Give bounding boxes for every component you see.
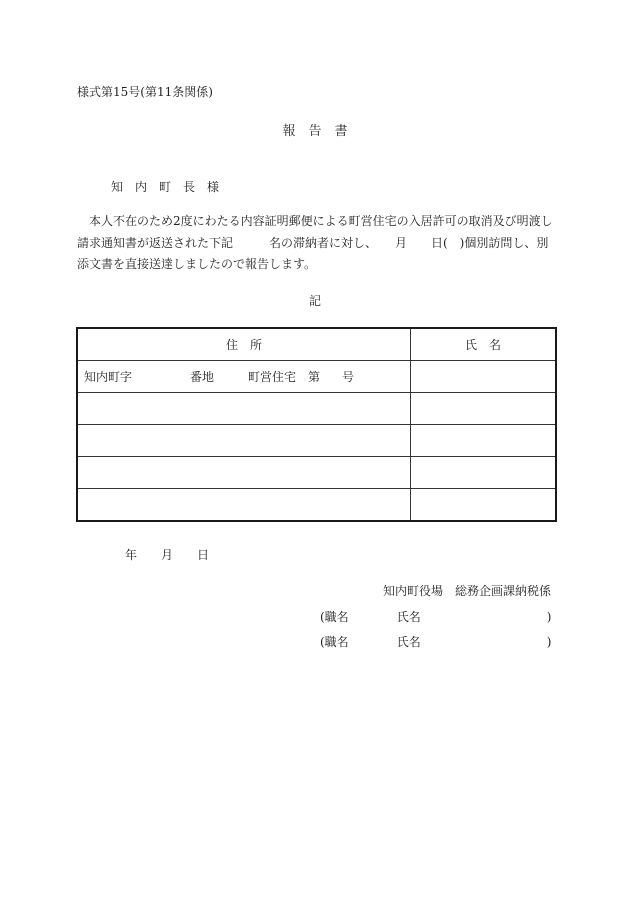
records-table xyxy=(76,327,557,522)
date-line: 年 月 日 xyxy=(125,548,210,562)
body-line-1: 本人不在のため2度にわたる内容証明郵便による町営住宅の入居許可の取消及び明渡し xyxy=(89,214,553,228)
signature-title-label: (職名 xyxy=(320,610,349,624)
name-cell xyxy=(411,457,557,489)
signature-line-2 xyxy=(320,633,551,650)
office-name: 知内町役場 総務企画課納税係 xyxy=(383,584,552,598)
signature-line-1 xyxy=(320,608,551,625)
header-name: 氏 名 xyxy=(411,328,557,361)
signature-close: ) xyxy=(546,635,552,649)
body-paragraph xyxy=(77,211,557,276)
address-part-chome: 知内町字 xyxy=(84,370,133,384)
table-header-row xyxy=(77,328,556,361)
body-line-2: 請求通知書が返送された下記 名の滞納者に対し、 月 日( )個別訪問し、別 xyxy=(77,235,549,250)
address-part-banchi: 番地 xyxy=(190,370,215,384)
table-row xyxy=(77,393,556,425)
address-cell xyxy=(77,393,411,425)
name-cell xyxy=(411,489,557,522)
name-cell xyxy=(411,361,557,393)
addressee: 知 内 町 長 様 xyxy=(111,180,220,194)
table-row xyxy=(77,425,556,457)
document-title: 報 告 書 xyxy=(282,124,348,139)
address-part-go: 号 xyxy=(342,370,355,384)
signature-name-label: 氏名 xyxy=(396,635,421,649)
ki-heading: 記 xyxy=(308,294,321,308)
table-row xyxy=(77,361,556,393)
address-cell xyxy=(77,457,411,489)
form-number: 様式第15号(第11条関係) xyxy=(77,85,213,99)
address-cell xyxy=(77,425,411,457)
name-cell xyxy=(411,393,557,425)
address-cell xyxy=(77,489,411,522)
signature-title-label: (職名 xyxy=(320,635,349,649)
address-part-housing: 町営住宅 第 xyxy=(248,370,321,384)
signature-close: ) xyxy=(546,610,552,624)
table-row xyxy=(77,457,556,489)
table-row xyxy=(77,489,556,522)
address-cell xyxy=(77,361,411,393)
body-line-3: 添文書を直接送達しましたので報告します。 xyxy=(77,257,317,271)
header-address: 住 所 xyxy=(77,328,411,361)
signature-name-label: 氏名 xyxy=(396,610,421,624)
name-cell xyxy=(411,425,557,457)
